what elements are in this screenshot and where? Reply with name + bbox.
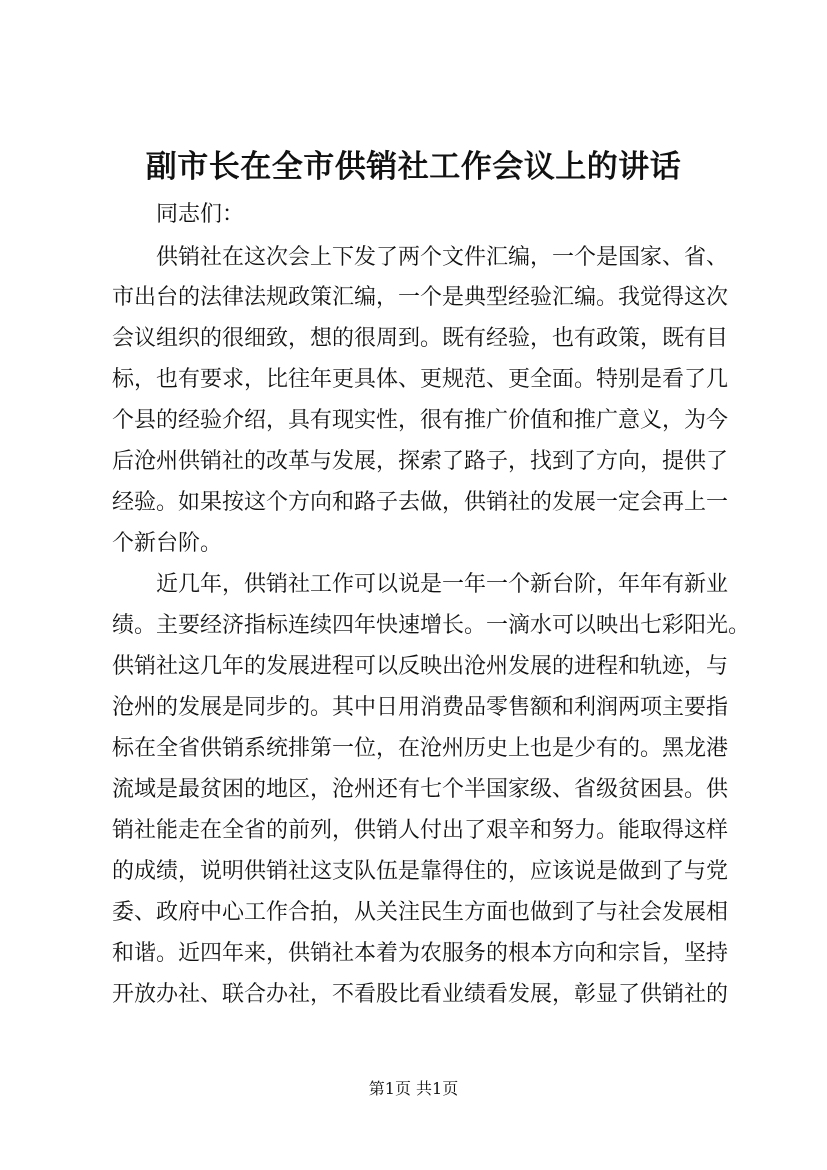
- paragraph-line: 绩。主要经济指标连续四年快速增长。一滴水可以映出七彩阳光。: [112, 613, 751, 638]
- paragraph-line: 供销社在这次会上下发了两个文件汇编，一个是国家、省、: [156, 245, 729, 270]
- paragraph-line: 个县的经验介绍，具有现实性，很有推广价值和推广意义，为今: [112, 408, 729, 433]
- paragraph-line: 供销社这几年的发展进程可以反映出沧州发展的进程和轨迹，与: [112, 654, 729, 679]
- paragraph-line: 的成绩，说明供销社这支队伍是靠得住的，应该说是做到了与党: [112, 859, 729, 884]
- paragraph-line: 市出台的法律法规政策汇编，一个是典型经验汇编。我觉得这次: [112, 285, 729, 310]
- paragraph-line: 经验。如果按这个方向和路子去做，供销社的发展一定会再上一: [112, 490, 729, 515]
- greeting-line: 同志们：: [156, 202, 245, 227]
- paragraph-line: 流域是最贫困的地区，沧州还有七个半国家级、省级贫困县。供: [112, 777, 729, 802]
- paragraph-line: 销社能走在全省的前列，供销人付出了艰辛和努力。能取得这样: [112, 818, 729, 843]
- paragraph-line: 后沧州供销社的改革与发展，探索了路子，找到了方向，提供了: [112, 449, 729, 474]
- paragraph-line: 标，也有要求，比往年更具体、更规范、更全面。特别是看了几: [112, 367, 729, 392]
- paragraph-line: 会议组织的很细致，想的很周到。既有经验，也有政策，既有目: [112, 326, 729, 351]
- paragraph-line: 标在全省供销系统排第一位，在沧州历史上也是少有的。黑龙港: [112, 736, 729, 761]
- paragraph-line: 个新台阶。: [112, 531, 223, 556]
- paragraph-line: 沧州的发展是同步的。其中日用消费品零售额和利润两项主要指: [112, 695, 729, 720]
- document-title: 副市长在全市供销社工作会议上的讲话: [145, 149, 682, 185]
- paragraph-line: 和谐。近四年来，供销社本着为农服务的根本方向和宗旨，坚持: [112, 941, 729, 966]
- paragraph-line: 委、政府中心工作合拍，从关注民生方面也做到了与社会发展相: [112, 900, 729, 925]
- page-number-footer: 第1页 共1页: [368, 1079, 459, 1098]
- paragraph-line: 开放办社、联合办社，不看股比看业绩看发展，彰显了供销社的: [112, 982, 729, 1007]
- paragraph-line: 近几年，供销社工作可以说是一年一个新台阶，年年有新业: [156, 572, 729, 597]
